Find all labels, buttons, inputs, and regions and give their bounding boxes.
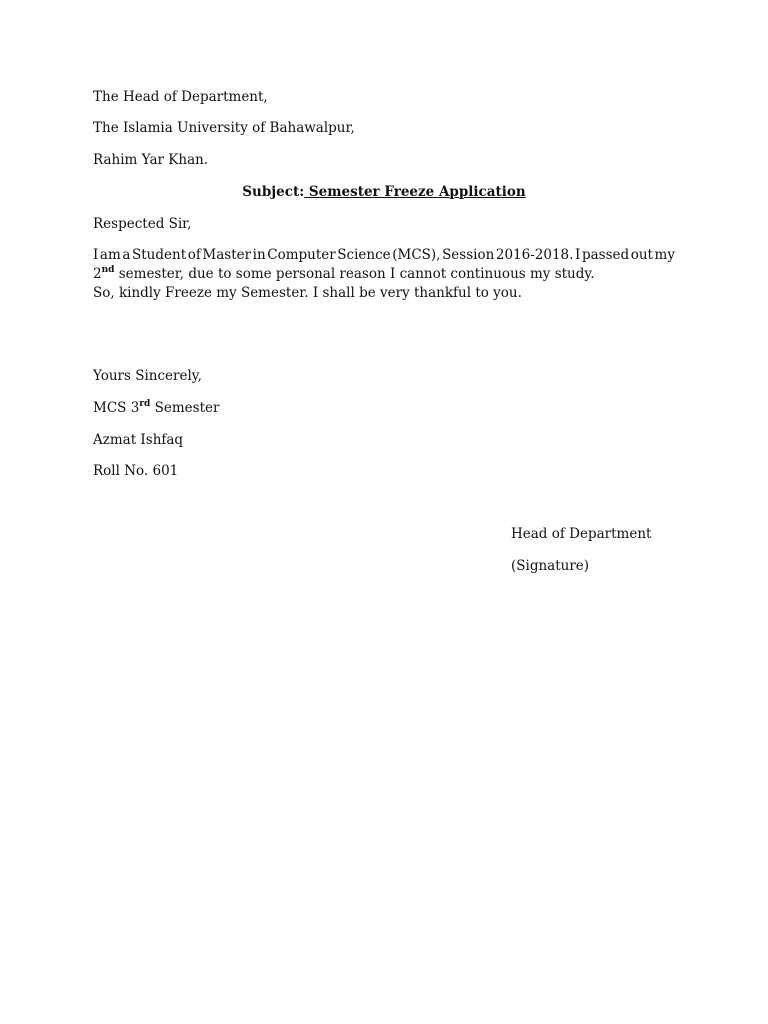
recipient-title: The Head of Department, [93,89,268,105]
body-word: Student [132,247,187,263]
body-line-2-text: semester, due to some personal reason I cannot continuous my study. [114,266,595,282]
sender-roll-number: Roll No. 601 [93,463,179,479]
body-word: Science [337,247,391,263]
body-paragraph [93,246,675,303]
class-rest: Semester [150,400,220,416]
body-line-1 [93,246,675,265]
valediction: Yours Sincerely, [93,368,202,384]
signature-placeholder: (Signature) [511,558,590,574]
body-word: a [122,247,131,263]
body-word: of [187,247,201,263]
body-word: 2016-2018. [495,247,574,263]
approver-title: Head of Department [511,526,652,542]
salutation: Respected Sir, [93,216,192,232]
body-word: in [252,247,266,263]
body-word: I [575,247,581,263]
body-word: (MCS), [392,247,441,263]
semester-suffix: nd [101,264,115,275]
recipient-institution: The Islamia University of Bahawalpur, [93,120,355,136]
body-word: Session [442,247,495,263]
subject-label: Subject: [242,184,305,200]
body-word: passed [581,247,630,263]
sender-name: Azmat Ishfaq [93,432,184,448]
body-word: I [93,247,99,263]
body-word: Computer [267,247,336,263]
subject-text: Semester Freeze Application [304,184,526,200]
body-word: Master [202,247,252,263]
body-line-2 [93,265,675,284]
recipient-city: Rahim Yar Khan. [93,152,209,168]
body-line-3: So, kindly Freeze my Semester. I shall be very thankful to you. [93,285,522,301]
class-suffix: rd [139,398,151,409]
body-word: my [654,247,675,263]
subject-line [0,183,768,201]
semester-number: 2 [93,266,102,282]
body-word: am [99,247,121,263]
body-word: out [630,247,653,263]
sender-class [93,399,219,417]
class-prefix: MCS 3 [93,400,140,416]
